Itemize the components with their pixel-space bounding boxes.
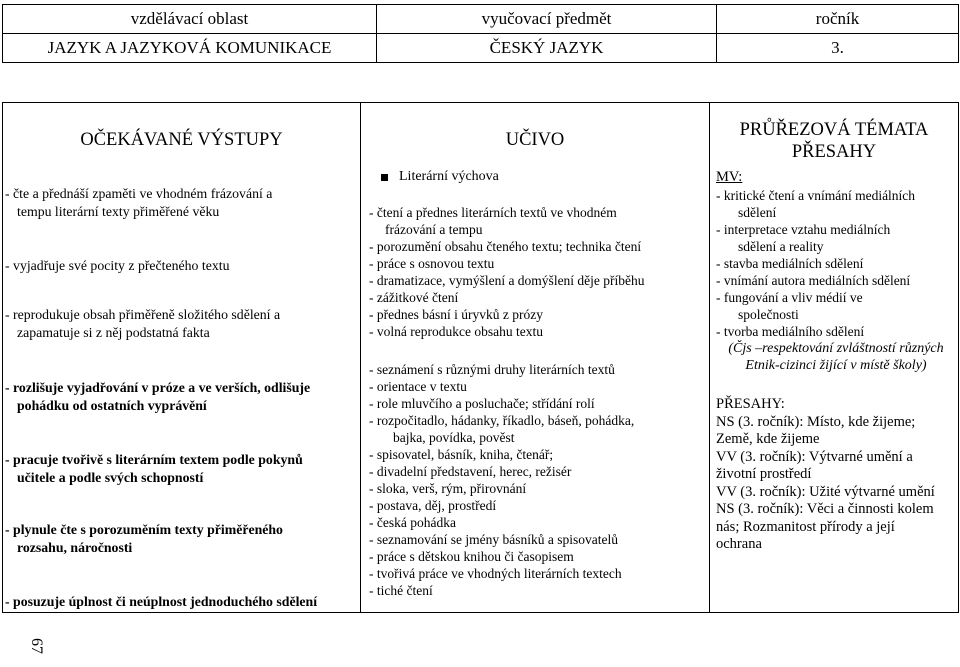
square-bullet-icon — [381, 174, 388, 181]
mv-note: Etnik-cizinci žijící v místě školy) — [745, 357, 927, 373]
header-value-subject: ČESKÝ JAZYK — [377, 34, 717, 63]
header-label-grade: ročník — [717, 5, 959, 34]
outcome-line: - vyjadřuje své pocity z přečteného textu — [5, 258, 230, 273]
section-title: Literární výchova — [399, 169, 499, 184]
crosscutting-title — [710, 119, 958, 163]
header-label-subject: vyučovací předmět — [377, 5, 717, 34]
mv-item: - tvorba mediálního sdělení — [716, 323, 865, 339]
header-value-grade: 3. — [717, 34, 959, 63]
curriculum-line: bajka, povídka, pověst — [393, 430, 515, 445]
presahy-item: NS (3. ročník): Věci a činnosti kolem — [716, 501, 934, 517]
curriculum-line: - porozumění obsahu čteného textu; technika čtení — [369, 239, 642, 254]
curriculum-line: frázování a tempu — [385, 222, 483, 237]
mv-item: - stavba mediálních sdělení — [716, 255, 864, 271]
mv-label: MV: — [716, 169, 743, 185]
curriculum-line: - práce s osnovou textu — [369, 256, 495, 271]
curriculum-line: - dramatizace, vymýšlení a domýšlení děje příběhu — [369, 273, 645, 288]
outcomes-title: OČEKÁVANÉ VÝSTUPY — [80, 130, 283, 150]
curriculum-line: - volná reprodukce obsahu textu — [369, 324, 543, 339]
curriculum-line: - tvořivá práce ve vhodných literárních textech — [369, 566, 622, 581]
crosscutting-title-line: PŘESAHY — [791, 142, 877, 162]
curriculum-line: - postava, děj, prostředí — [369, 498, 497, 513]
mv-item: sdělení — [738, 204, 777, 220]
mv-note: (Čjs –respektování zvláštností různých — [728, 340, 944, 356]
outcome-line: tempu literární texty přiměřené věku — [17, 203, 220, 219]
presahy-block — [716, 396, 956, 554]
mv-item: - vnímání autora mediálních sdělení — [716, 272, 911, 288]
curriculum-line: - rozpočitadlo, hádanky, říkadlo, báseň, pohádka, — [369, 413, 635, 428]
curriculum-line: - divadelní představení, herec, režisér — [369, 464, 572, 479]
header-values-row — [3, 34, 959, 63]
curriculum-title: UČIVO — [505, 130, 565, 150]
curriculum-line: - spisovatel, básník, kniha, čtenář; — [369, 447, 554, 462]
curriculum-group — [369, 361, 707, 599]
outcome-line: - plynule čte s porozuměním texty přiměřeného — [5, 522, 283, 537]
outcome-line: učitele a podle svých schopností — [17, 469, 204, 485]
crosscutting-title-line: PRŮŘEZOVÁ TÉMATA — [739, 120, 929, 140]
mv-item: - fungování a vliv médií ve — [716, 289, 863, 305]
curriculum-line: - tiché čtení — [369, 583, 433, 598]
literary-education-heading — [399, 169, 499, 185]
presahy-item: VV (3. ročník): Výtvarné umění a — [716, 448, 913, 465]
outcomes-column — [3, 103, 361, 612]
curriculum-line: - sloka, verš, rým, přirovnání — [369, 481, 527, 496]
outcome-line: pohádku od ostatních vyprávění — [17, 397, 207, 413]
curriculum-column — [361, 103, 710, 612]
media-education-block — [716, 169, 956, 374]
page-number: 67 — [28, 638, 45, 654]
outcome-item — [5, 593, 356, 611]
mv-item: - kritické čtení a vnímání mediálních — [716, 187, 916, 203]
outcome-line: rozsahu, náročnosti — [17, 539, 133, 555]
header-label-area: vzdělávací oblast — [3, 5, 377, 34]
presahy-item: ochrana — [716, 536, 762, 552]
outcome-item — [5, 451, 356, 486]
mv-item: společnosti — [738, 306, 799, 322]
outcome-line: - pracuje tvořivě s literárním textem podle pokynů — [5, 452, 303, 467]
curriculum-line: - zážitkové čtení — [369, 290, 459, 305]
presahy-item: životní prostředí — [716, 466, 812, 482]
curriculum-line: - přednes básní i úryvků z prózy — [369, 307, 543, 322]
header-labels-row — [3, 5, 959, 34]
curriculum-group — [369, 204, 707, 340]
outcome-line: - čte a přednáší zpaměti ve vhodném frázování a — [5, 186, 273, 201]
curriculum-line: - seznámení s různými druhy literárních textů — [369, 362, 615, 377]
curriculum-line: - česká pohádka — [369, 515, 456, 530]
curriculum-line: - práce s dětskou knihou či časopisem — [369, 549, 574, 564]
main-table — [2, 102, 959, 613]
presahy-item: Země, kde žijeme — [716, 431, 820, 447]
crosscutting-column — [710, 103, 958, 612]
header-value-area: JAZYK A JAZYKOVÁ KOMUNIKACE — [3, 34, 377, 63]
mv-item: - interpretace vztahu mediálních — [716, 221, 891, 237]
presahy-item: VV (3. ročník): Užité výtvarné umění — [716, 483, 935, 500]
outcome-item — [5, 306, 356, 341]
outcome-line: - rozlišuje vyjadřování v próze a ve verších, odlišuje — [5, 380, 311, 395]
outcome-line: - posuzuje úplnost či neúplnost jednoduchého sdělení — [5, 594, 318, 609]
presahy-item: NS (3. ročník): Místo, kde žijeme; — [716, 413, 916, 430]
header-table — [2, 4, 959, 63]
presahy-label: PŘESAHY: — [716, 396, 785, 412]
curriculum-line: - čtení a přednes literárních textů ve vhodném — [369, 205, 617, 220]
mv-item: sdělení a reality — [738, 238, 824, 254]
outcome-item — [5, 257, 356, 275]
outcome-item — [5, 521, 356, 556]
curriculum-line: - orientace v textu — [369, 379, 467, 394]
outcome-line: - reprodukuje obsah přiměřeně složitého sdělení a — [5, 307, 281, 322]
outcome-item — [5, 185, 356, 220]
outcome-line: zapamatuje si z něj podstatná fakta — [17, 324, 210, 340]
presahy-item: nás; Rozmanitost přírody a její — [716, 518, 895, 535]
curriculum-line: - seznamování se jmény básníků a spisovatelů — [369, 532, 618, 547]
outcome-item — [5, 379, 356, 414]
curriculum-line: - role mluvčího a posluchače; střídání rolí — [369, 396, 595, 411]
